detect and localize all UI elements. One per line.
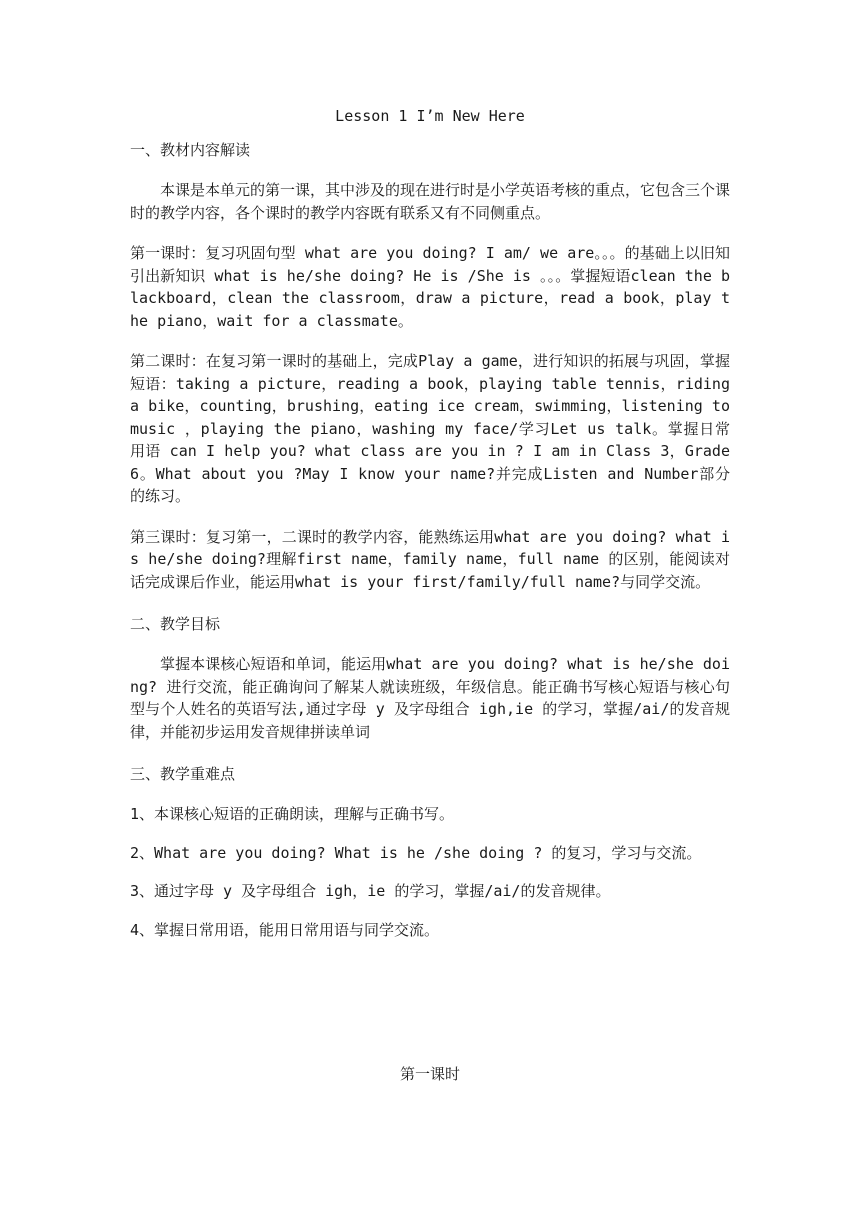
key-point-item: 4、掌握日常用语，能用日常用语与同学交流。 [130,920,440,939]
key-point-item: 1、本课核心短语的正确朗读，理解与正确书写。 [130,805,455,823]
objectives-paragraph: 掌握本课核心短语和单词，能运用what are you doing? what is he/she doing? 进行交流，能正确询问了解某人就读班级，年级信息。能正确书写核心短语与核心句型与个人姓名的英语写法,通过字母 y 及字母组合 igh,ie 的学习，掌握/ai/的发音规律，并能初步运用发音规律拼读单词 [130,655,730,741]
document-title: Lesson 1 I’m New Here [335,107,525,125]
lesson3-paragraph: 第三课时：复习第一，二课时的教学内容，能熟练运用what are you doing? what is he/she doing?理解first name，family name，full name 的区别，能阅读对话完成课后作业，能运用what is your first/family/full name?与同学交流。 [130,527,730,591]
lesson1-paragraph: 第一课时：复习巩固句型 what are you doing? I am/ we are。。。的基础上以旧知引出新知识 what is he/she doing? He is /She is 。。。掌握短语clean the blackboard，clean the classroom，draw a picture，read a book，play the piano，wait for a classmate。 [130,244,730,330]
first-lesson-heading: 第一课时 [399,1065,460,1083]
section-heading-content-analysis: 一、教材内容解读 [130,141,251,159]
section-heading-key-points: 三、教学重难点 [130,765,236,783]
key-point-item: 3、通过字母 y 及字母组合 igh，ie 的学习，掌握/ai/的发音规律。 [130,882,611,900]
section-heading-objectives: 二、教学目标 [130,615,221,633]
document-body [130,103,730,957]
key-point-item: 2、What are you doing? What is he /she doing ? 的复习，学习与交流。 [130,843,702,862]
lesson2-paragraph: 第二课时：在复习第一课时的基础上，完成Play a game，进行知识的拓展与巩固，掌握短语：taking a picture，reading a book，playing table tennis，riding a bike，counting，brushing，eating ice cream，swimming，listening to music ，playing the piano，washing my face/学习Let us talk。掌握日常用语 can I help you? what class are you in ? I am in Class 3，Grade 6。What about you ?May I know your name?并完成Listen and Number部分的练习。 [130,352,730,505]
intro-paragraph: 本课是本单元的第一课，其中涉及的现在进行时是小学英语考核的重点，它包含三个课时的教学内容，各个课时的教学内容既有联系又有不同侧重点。 [130,181,731,222]
